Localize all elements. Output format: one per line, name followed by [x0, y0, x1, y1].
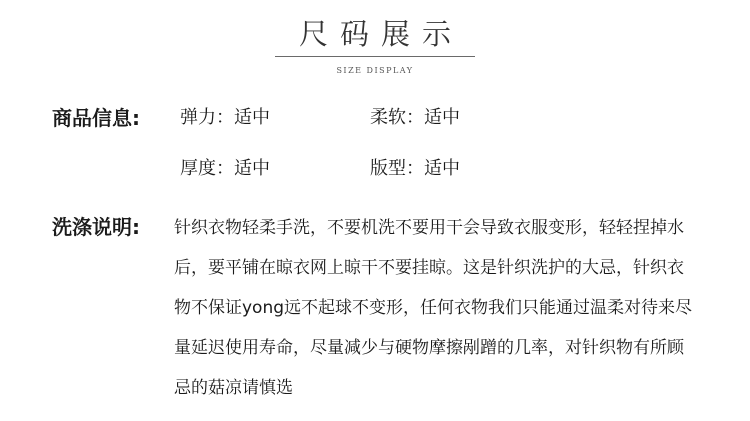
product-info-label: 商品信息:	[52, 106, 140, 130]
care-instructions: 针织衣物轻柔手洗，不要机洗不要用干会导致衣服变形，轻轻捏掉水后，要平铺在晾衣网上晾干不要挂晾。这是针织洗护的大忌，针织衣物不保证yong远不起球不变形，任何衣物我们只能通过温柔对待来尽量延迟使用寿命，尽量减少与硬物摩擦剐蹭的几率，对针织物有所顾忌的菇凉请慎选	[174, 218, 693, 398]
spec-elasticity: 弹力：适中	[180, 107, 270, 128]
care-label: 洗涤说明:	[52, 215, 140, 239]
page-title: 尺码展示	[298, 17, 463, 51]
spec-fit: 版型：适中	[370, 158, 460, 179]
spec-softness: 柔软：适中	[370, 107, 460, 128]
title-divider	[275, 56, 475, 57]
page-subtitle: SIZE DISPLAY	[336, 66, 414, 75]
spec-thickness: 厚度：适中	[180, 158, 270, 179]
